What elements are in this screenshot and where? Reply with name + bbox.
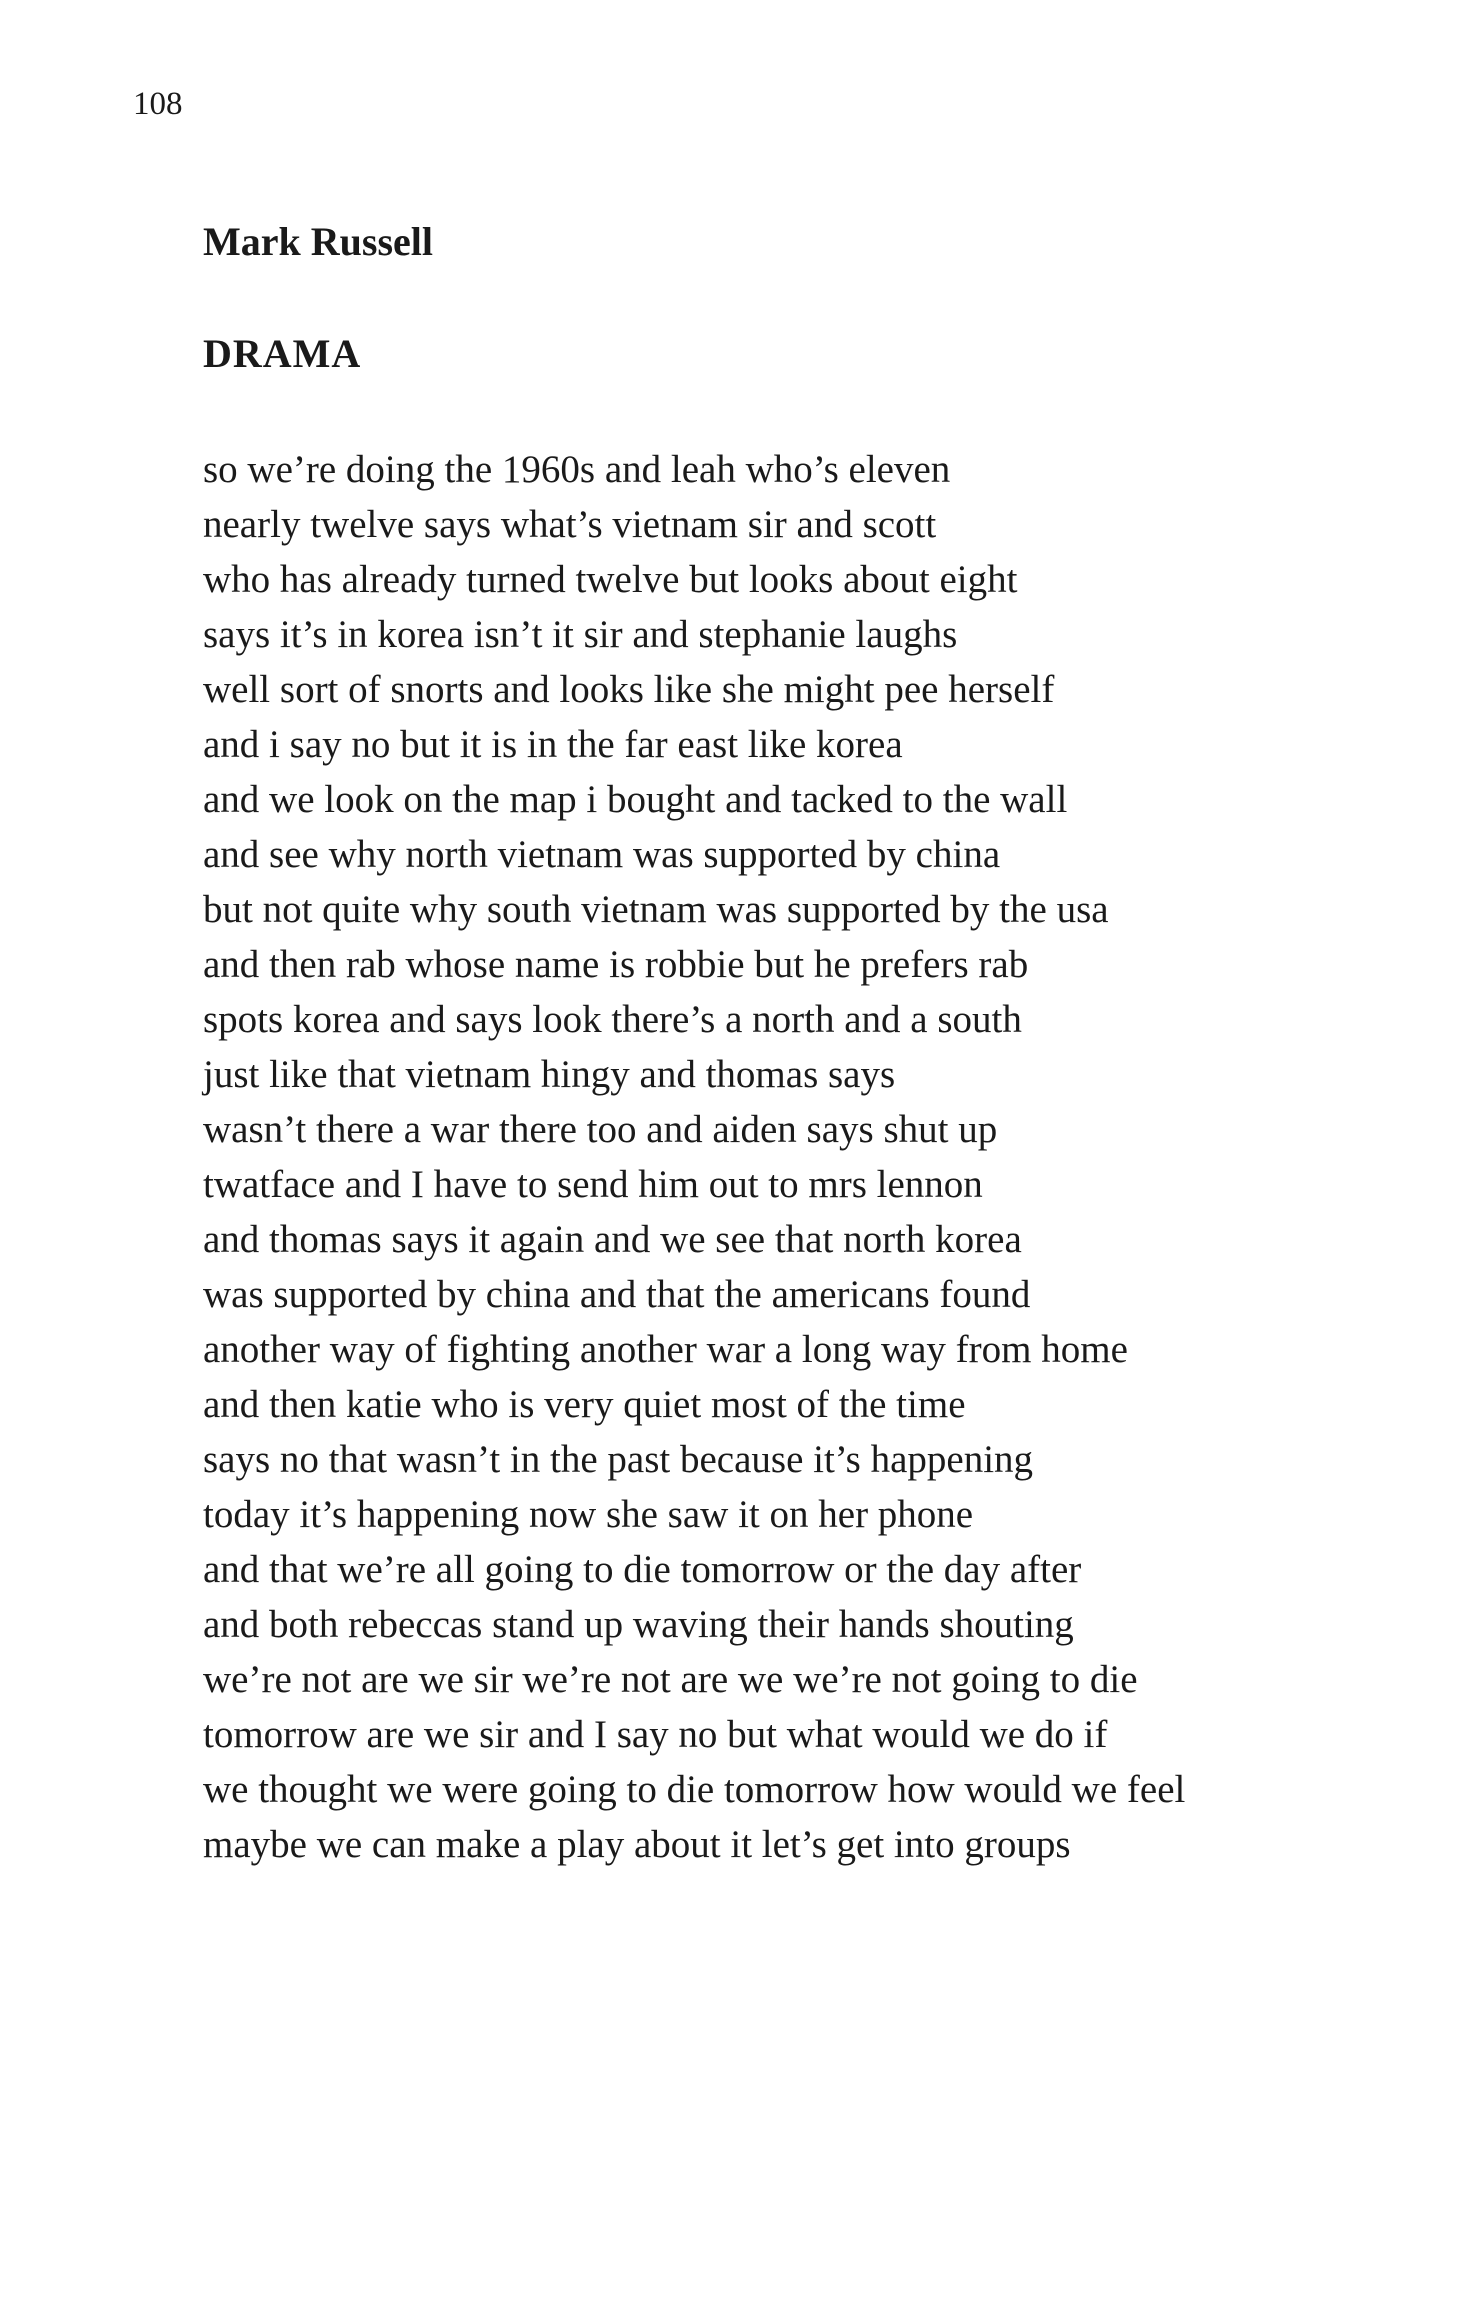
poem-line: who has already turned twelve but looks about eight bbox=[203, 558, 1018, 601]
poem-line: and i say no but it is in the far east like korea bbox=[203, 723, 903, 766]
poem-body bbox=[203, 442, 1185, 1872]
poem-line: twatface and I have to send him out to mrs lennon bbox=[203, 1163, 983, 1206]
poem-title: DRAMA bbox=[203, 331, 362, 376]
poem-line: spots korea and says look there’s a north and a south bbox=[203, 998, 1022, 1041]
poem-line: but not quite why south vietnam was supported by the usa bbox=[203, 888, 1109, 931]
page-number: 108 bbox=[133, 86, 183, 122]
poem-line: we’re not are we sir we’re not are we we’re not going to die bbox=[203, 1658, 1138, 1701]
poem-line: and then katie who is very quiet most of the time bbox=[203, 1383, 966, 1426]
poem-line: so we’re doing the 1960s and leah who’s eleven bbox=[203, 448, 951, 491]
poem-line: tomorrow are we sir and I say no but what would we do if bbox=[203, 1713, 1108, 1756]
poem-line: just like that vietnam hingy and thomas says bbox=[203, 1053, 896, 1096]
poem-line: another way of fighting another war a long way from home bbox=[203, 1328, 1128, 1371]
poem-line: and thomas says it again and we see that north korea bbox=[203, 1218, 1022, 1261]
poem-line: today it’s happening now she saw it on her phone bbox=[203, 1493, 974, 1536]
poem-line: and that we’re all going to die tomorrow or the day after bbox=[203, 1548, 1082, 1591]
poem-line: says no that wasn’t in the past because it’s happening bbox=[203, 1438, 1034, 1481]
poem-line: well sort of snorts and looks like she might pee herself bbox=[203, 668, 1055, 711]
poem-line: and then rab whose name is robbie but he prefers rab bbox=[203, 943, 1029, 986]
poem-line: nearly twelve says what’s vietnam sir and scott bbox=[203, 503, 937, 546]
poem-line: and we look on the map i bought and tacked to the wall bbox=[203, 778, 1068, 821]
poem-line: wasn’t there a war there too and aiden says shut up bbox=[203, 1108, 998, 1151]
poem-author: Mark Russell bbox=[203, 219, 433, 264]
poem-line: was supported by china and that the americans found bbox=[203, 1273, 1031, 1316]
poem-line: and both rebeccas stand up waving their hands shouting bbox=[203, 1603, 1074, 1646]
poem-line: and see why north vietnam was supported by china bbox=[203, 833, 1001, 876]
poem-line: maybe we can make a play about it let’s get into groups bbox=[203, 1823, 1071, 1866]
poem-line: we thought we were going to die tomorrow how would we feel bbox=[203, 1768, 1186, 1811]
poem-line: says it’s in korea isn’t it sir and stephanie laughs bbox=[203, 613, 958, 656]
